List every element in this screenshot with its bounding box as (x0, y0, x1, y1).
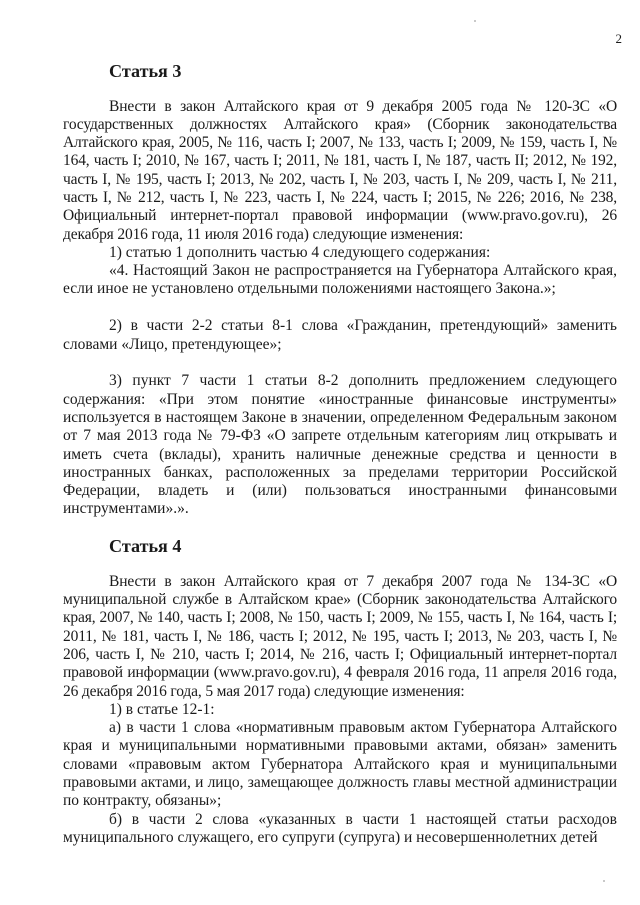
article-3-item-3: 3) пункт 7 части 1 статьи 8-2 дополнить предложением следующего содержания: «При этом понятие «иностранные финансовые инструменты» используется в настоящем Законе в значении, определенном Федеральным законом от 7 мая 2013 года № 79-ФЗ «О запрете отдельным категориям лиц открывать и иметь счета (вклады), хранить наличные денежные средства и ценности в иностранных банках, расположенных за пределами территории Российской Федерации, владеть и (или) пользоваться иностранными финансовыми инструментами».». (63, 372, 617, 518)
article-4-item-1: 1) в статье 12-1: (109, 700, 215, 718)
document-body (63, 62, 617, 847)
article-3-item-2: 2) в части 2-2 статьи 8-1 слова «Гражданин, претендующий» заменить словами «Лицо, претендующее»; (63, 317, 617, 353)
scan-speck (474, 20, 476, 22)
article-4-intro: Внести в закон Алтайского края от 7 декабря 2007 года № 134-ЗС «О муниципальной службе в Алтайском крае» (Сборник законодательства Алтайского края, 2007, № 140, часть I; 2008, № 150, часть I; 2009, № 155, часть I, № 164, часть I; 2011, № 181, часть I, № 186, часть I; 2012, № 195, часть I; 2013, № 203, часть I, № 206, часть I, № 210, часть I; 2014, № 216, часть I; Официальный интернет-портал правовой информации (www.pravo.gov.ru), 4 февраля 2016 года, 11 апреля 2016 года, 26 декабря 2016 года, 5 мая 2017 года) следующие изменения: (63, 572, 617, 700)
page-number: 2 (615, 31, 622, 46)
article-3-item-1: 1) статью 1 дополнить частью 4 следующего содержания: (109, 243, 491, 261)
article-4-item-1b: б) в части 2 слова «указанных в части 1 настоящей статьи расходов муниципального служащего, его супруги (супруга) и несовершеннолетних детей (63, 810, 617, 846)
article-3-heading: Статья 3 (109, 61, 182, 81)
article-3 (63, 62, 617, 519)
article-4-item-1a: а) в части 1 слова «нормативным правовым актом Губернатора Алтайского края и муниципальными нормативными правовыми актами, обязан» заменить словами «правовым актом Губернатора Алтайского края и муниципальными правовыми актами, и лицо, замещающее должность главы местной администрации по контракту, обязаны»; (63, 719, 617, 810)
article-4 (63, 537, 617, 847)
article-4-heading: Статья 4 (109, 536, 182, 557)
scan-speck (603, 880, 605, 882)
article-3-intro: Внести в закон Алтайского края от 9 декабря 2005 года № 120-ЗС «О государственных должностях Алтайского края» (Сборник законодательства Алтайского края, 2005, № 116, часть I; 2007, № 133, часть I; 2009, № 159, часть I, № 164, часть I; 2010, № 167, часть I; 2011, № 181, часть I, № 187, часть II; 2012, № 192, часть I, № 195, часть I; 2013, № 202, часть I, № 203, часть I, № 209, часть I, № 211, часть I, № 212, часть I, № 223, часть I, № 224, часть I; 2015, № 226; 2016, № 238, Официальный интернет-портал правовой информации (www.pravo.gov.ru), 26 декабря 2016 года, 11 июля 2016 года) следующие изменения: (63, 97, 618, 243)
article-3-item-1-quote: «4. Настоящий Закон не распространяется на Губернатора Алтайского края, если иное не установлено отдельными положениями настоящего Закона.»; (63, 262, 617, 298)
